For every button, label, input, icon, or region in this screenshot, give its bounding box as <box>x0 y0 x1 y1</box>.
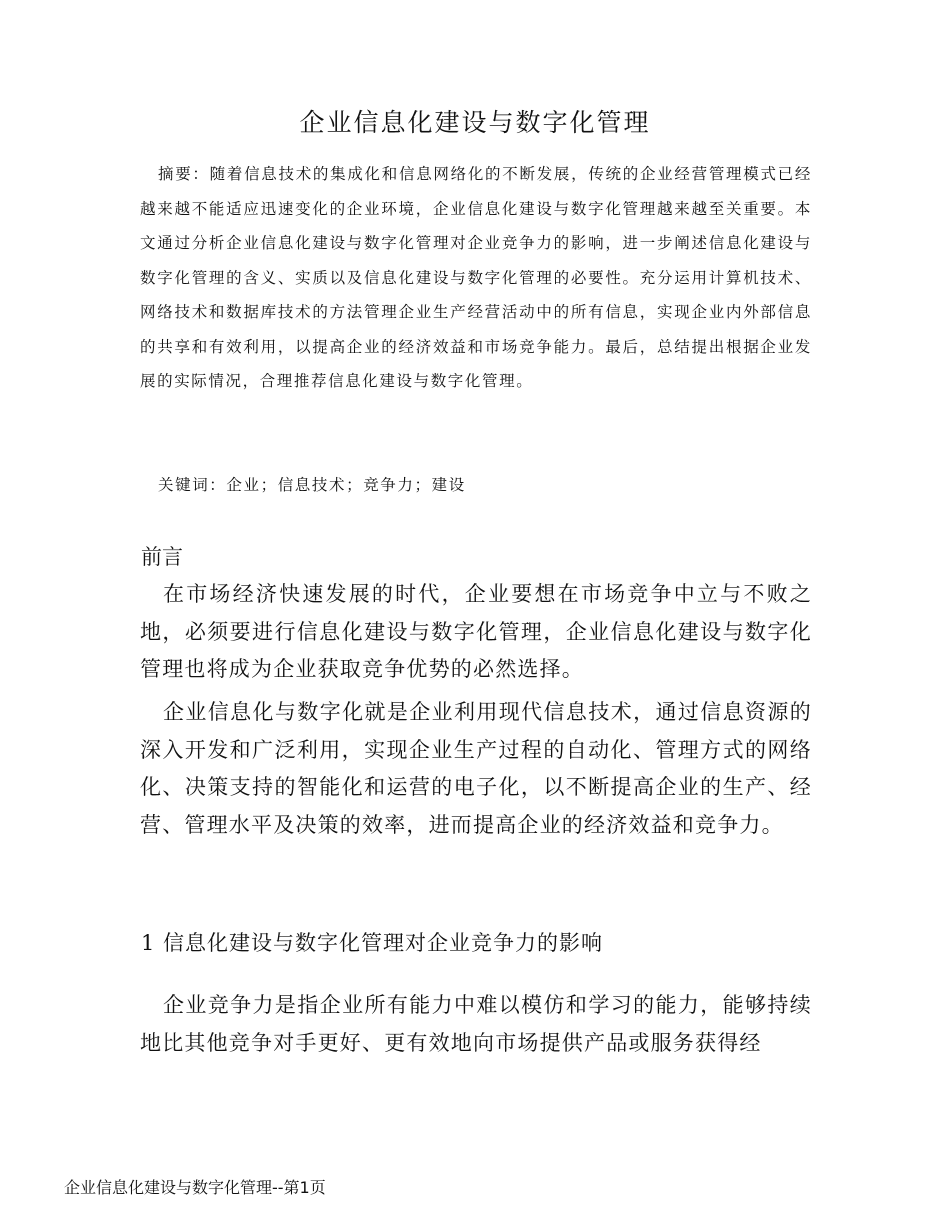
preface-paragraph-2: 企业信息化与数字化就是企业利用现代信息技术，通过信息资源的深入开发和广泛利用，实现企业生产过程的自动化、管理方式的网络化、决策支持的智能化和运营的电子化，以不断提高企业的生产、经营、管理水平及决策的效率，进而提高企业的经济效益和竞争力。 <box>140 700 812 837</box>
preface-paragraph-1: 在市场经济快速发展的时代，企业要想在市场竞争中立与不败之地，必须要进行信息化建设与数字化管理，企业信息化建设与数字化管理也将成为企业获取竞争优势的必然选择。 <box>140 582 812 681</box>
section-1-paragraph: 企业竞争力是指企业所有能力中难以模仿和学习的能力，能够持续地比其他竞争对手更好、更有效地向市场提供产品或服务获得经 <box>140 993 812 1055</box>
preface-heading: 前言 <box>141 545 183 569</box>
keywords-line: 关键词：企业；信息技术；竞争力；建设 <box>158 476 466 494</box>
page-footer: 企业信息化建设与数字化管理--第1页 <box>64 1178 326 1197</box>
abstract-paragraph: 摘要：随着信息技术的集成化和信息网络化的不断发展，传统的企业经营管理模式已经越来越不能适应迅速变化的企业环境，企业信息化建设与数字化管理越来越至关重要。本文通过分析企业信息化建设与数字化管理对企业竞争力的影响，进一步阐述信息化建设与数字化管理的含义、实质以及信息化建设与数字化管理的必要性。充分运用计算机技术、网络技术和数据库技术的方法管理企业生产经营活动中的所有信息，实现企业内外部信息的共享和有效利用，以提高企业的经济效益和市场竞争能力。最后，总结提出根据企业发展的实际情况，合理推荐信息化建设与数字化管理。 <box>140 165 812 390</box>
section-1-heading: 1 信息化建设与数字化管理对企业竞争力的影响 <box>141 931 604 955</box>
document-title: 企业信息化建设与数字化管理 <box>299 108 651 137</box>
